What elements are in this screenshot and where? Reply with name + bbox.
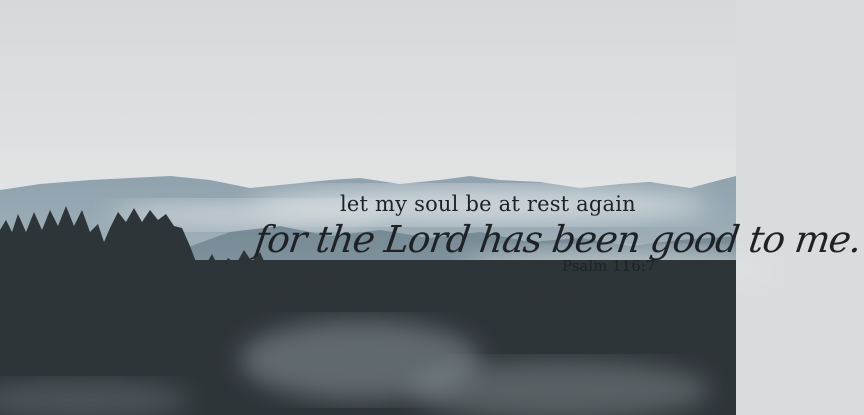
quote-line-1: let my soul be at rest again: [340, 192, 636, 216]
quote-line-2-script: for the Lord has been good to me.: [252, 218, 864, 261]
scripture-reference: Psalm 116:7: [562, 257, 656, 275]
